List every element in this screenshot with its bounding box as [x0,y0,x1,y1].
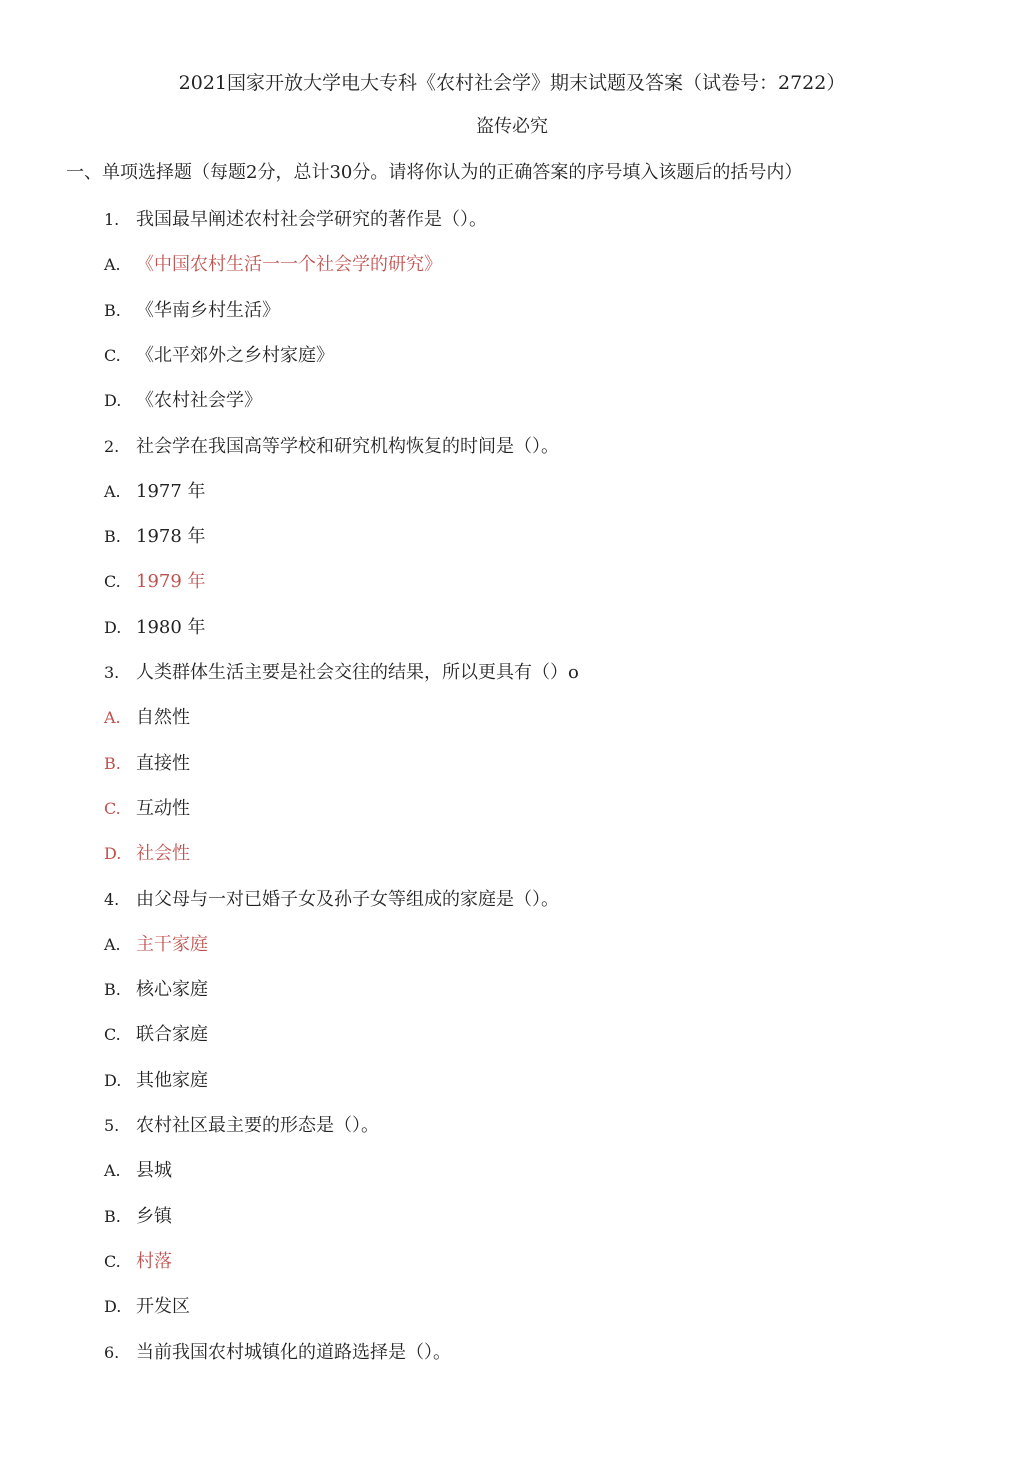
option-label: A. [104,1161,121,1180]
option-text: 《北平郊外之乡村家庭》 [136,345,334,366]
option-label: B. [104,754,121,773]
option-label: B. [104,1207,121,1226]
option-3-a [104,705,190,731]
option-label: D. [104,844,122,863]
option-text: 村落 [136,1251,172,1272]
option-label: B. [104,527,121,546]
option-text: 《农村社会学》 [136,390,262,411]
option-label: C. [104,1025,121,1044]
question-stem: 社会学在我国高等学校和研究机构恢复的时间是（）。 [136,436,559,457]
question-5 [104,1113,379,1139]
option-text: 开发区 [136,1296,190,1317]
question-2 [104,434,559,460]
option-text: 《中国农村生活一一个社会学的研究》 [136,254,442,275]
option-label: C. [104,572,121,591]
option-4-a [104,932,208,958]
option-text: 主干家庭 [136,934,208,955]
option-5-d [104,1294,190,1320]
option-label: C. [104,346,121,365]
option-label: B. [104,980,121,999]
option-label: D. [104,1297,122,1316]
option-2-a [104,479,206,505]
option-label: D. [104,618,122,637]
question-number: 6. [104,1343,120,1362]
option-1-a [104,252,442,278]
section-heading: 一、单项选择题（每题2分，总计30分。请将你认为的正确答案的序号填入该题后的括号内） [66,162,803,183]
option-text: 联合家庭 [136,1024,208,1045]
question-stem: 我国最早阐述农村社会学研究的著作是（）。 [136,209,487,230]
option-5-b [104,1204,172,1230]
question-stem: 农村社区最主要的形态是（）。 [136,1115,379,1136]
option-3-b [104,751,190,777]
option-3-c [104,796,190,822]
option-text: 1978 年 [136,526,206,547]
option-4-c [104,1022,208,1048]
option-label: A. [104,708,121,727]
question-number: 2. [104,437,120,456]
option-1-d [104,388,262,414]
option-label: C. [104,1252,121,1271]
option-1-b [104,298,280,324]
document-title: 2021国家开放大学电大专科《农村社会学》期末试题及答案（试卷号：2722） [178,72,846,94]
question-number: 1. [104,210,120,229]
option-label: A. [104,935,121,954]
question-stem: 人类群体生活主要是社会交往的结果，所以更具有（）o [136,662,579,683]
option-text: 社会性 [136,843,190,864]
option-4-b [104,977,208,1003]
option-5-c [104,1249,172,1275]
option-text: 1979 年 [136,571,206,592]
option-2-c [104,569,206,595]
option-4-d [104,1068,208,1094]
option-text: 乡镇 [136,1206,172,1227]
option-text: 核心家庭 [136,979,208,1000]
question-1 [104,207,487,233]
option-text: 县城 [136,1160,172,1181]
option-2-d [104,615,206,641]
question-3 [104,660,579,686]
question-number: 4. [104,890,120,909]
option-2-b [104,524,206,550]
question-stem: 由父母与一对已婚子女及孙子女等组成的家庭是（）。 [136,889,559,910]
option-label: A. [104,482,121,501]
question-number: 3. [104,663,120,682]
option-1-c [104,343,334,369]
option-label: D. [104,391,122,410]
question-4 [104,887,559,913]
option-text: 《华南乡村生活》 [136,300,280,321]
option-label: B. [104,301,121,320]
question-stem: 当前我国农村城镇化的道路选择是（）。 [136,1342,451,1363]
question-6 [104,1340,451,1366]
option-text: 1977 年 [136,481,206,502]
option-text: 自然性 [136,707,190,728]
option-text: 直接性 [136,753,190,774]
option-label: A. [104,255,121,274]
option-5-a [104,1158,172,1184]
option-label: D. [104,1071,122,1090]
option-text: 1980 年 [136,617,206,638]
option-text: 互动性 [136,798,190,819]
option-label: C. [104,799,121,818]
option-3-d [104,841,190,867]
document-subtitle: 盗传必究 [476,116,548,137]
question-number: 5. [104,1116,120,1135]
option-text: 其他家庭 [136,1070,208,1091]
